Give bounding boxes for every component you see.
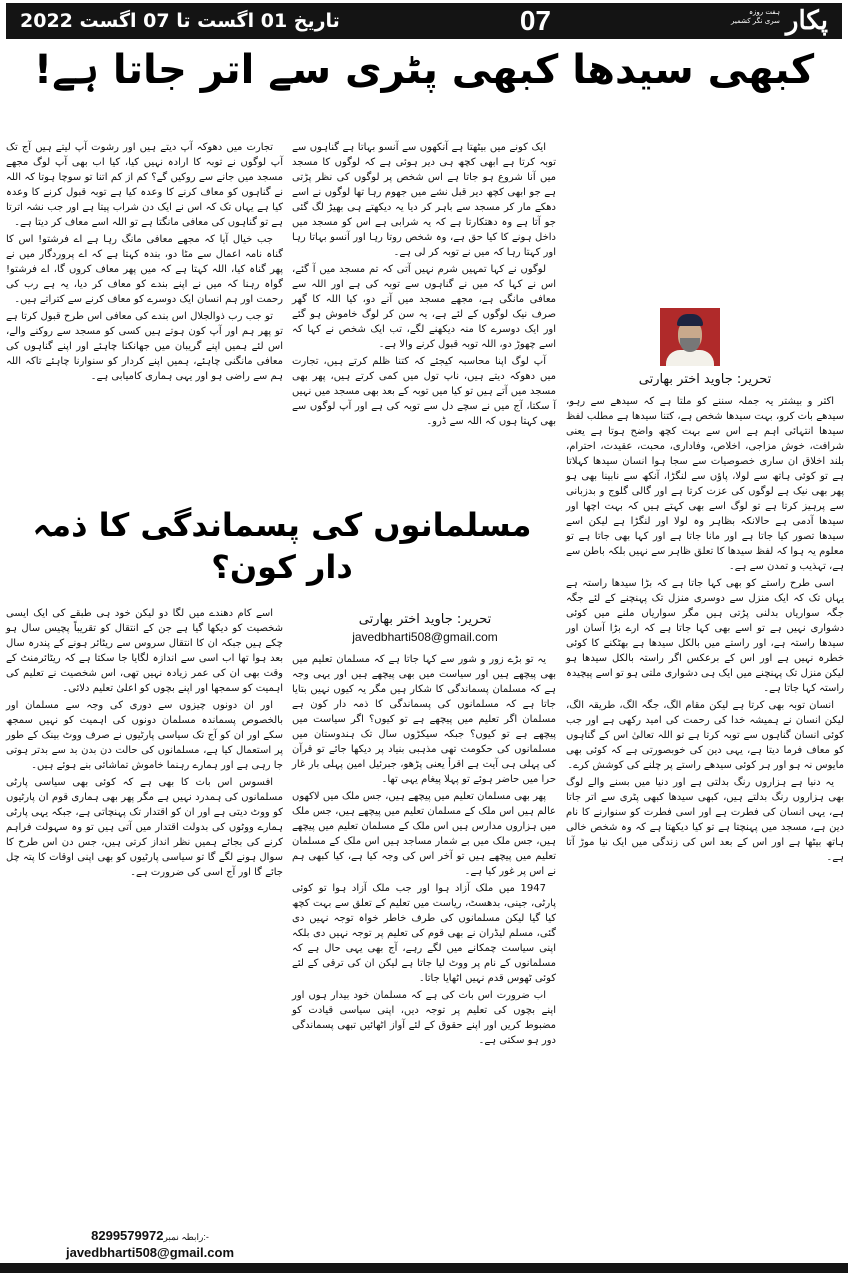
masthead-bar <box>6 3 842 39</box>
article2-byline: تحریر: جاوید اختر بھارتی <box>358 612 492 627</box>
author-photo <box>660 308 720 366</box>
logo-city: سری نگر کشمیر <box>730 17 780 25</box>
logo-name: پکار <box>785 6 828 36</box>
contact-phone-line <box>40 1228 260 1243</box>
paragraph: اسی طرح راستے کو بھی کہا جاتا ہے کہ بڑا سیدھا راستہ ہے یہاں تک کہ ایک منزل سے دوسری منزل تک پہنچنے کے لئے جگہ جگہ سواریاں بدلنی پڑتی ہیں مگر سواریاں ملنے میں کوئی دشواری نہیں ہے تو اسے بھی کہا جاتا ہے کہ ارے بڑا آسان اور سیدھا راستہ ہے، اور راستے میں بالکل سیدھا ہے بھٹکنے کا کوئی خطرہ نہیں ہے اور اس کے برعکس اگر راستہ بالکل سیدھا ہو لیکن منزل تک پہنچنے میں ایک ہی دشواری ملتی ہو تو اسے پیچیدہ راستہ کہا جاتا ہے۔ <box>566 578 844 694</box>
paragraph: آپ لوگ اپنا محاسبہ کیجئے کہ کتنا ظلم کرتے ہیں، تجارت میں دھوکہ دیتے ہیں، ناپ تول میں کمی کرتے ہیں، پھر بھی مسجد میں آتے ہیں تو کیا میں توبہ کے بعد بھی مسجد میں نہیں آ سکتا، آج میں نے سچے دل سے توبہ کی ہے اور آپ لوگوں سے بھی کہتا ہوں کہ اللہ سے ڈرو۔ <box>292 356 556 427</box>
paragraph: ایک کونے میں بیٹھتا ہے آنکھوں سے آنسو بہاتا ہے گناہوں سے توبہ کرتا ہے ابھی کچھ ہی دیر ہوئی ہے کہ لوگوں کا مسجد میں آنا شروع ہو جاتا ہے اس شخص پر لوگوں کی نظر پڑتی ہے جو ابھی کچھ دیر قبل نشے میں جھوم رہا تھا لوگوں نے اسے دھکے مار کر مسجد سے باہر کر دیا یہ دیکھتے ہی بھیڑ لگ گئی جو آتا ہے وہ دھتکارتا ہے کہ یہ شرابی ہے اس کو مسجد میں داخل ہونے کا کیا حق ہے، وہ شخص روتا رہا اور آنسو بہاتا رہا اور کہتا رہا کہ میں نے توبہ کر لی ہے۔ <box>292 142 556 258</box>
paragraph: یہ دنیا ہے ہزاروں رنگ بدلتی ہے اور دنیا میں بسنے والے لوگ بھی ہزاروں رنگ بدلتے ہیں، کبھی سیدھا کبھی پٹری سے اتر جاتا ہے، یہی انسان کی فطرت ہے اور اسی فطرت کو سنوارنے کا نام دین ہے، مسجد میں پہنچتا ہے تو کیا دیکھتا ہے کہ وہ شخص خالی ہاتھ بیٹھا ہے اور اس کے بعد اس کی زندگی میں ایک نیا موڑ آتا ہے۔ <box>566 777 844 863</box>
paragraph: یہ تو بڑے زور و شور سے کہا جاتا ہے کہ مسلمان تعلیم میں بھی پیچھے ہیں اور سیاست میں بھی پیچھے ہیں اور یہی وجہ ہے کہ مسلمان پسماندگی کا شکار ہیں مگر یہ کیوں نہیں بتایا جاتا ہے کہ مسلمانوں کی پسماندگی کا ذمہ دار کون ہے مسلمان اگر تعلیم میں پیچھے ہے تو کیوں؟ اگر سیاست میں پیچھے ہے تو کیوں؟ جبکہ سیکڑوں سال تک ہندوستان میں مسلمانوں کی حکومت تھی مذہبی بنیاد پر دیکھا جائے تو قرآن کی پہلی ہی آیت ہے اقرأ یعنی پڑھو، جبرئیل امین پہلی بار غار حرا میں حاضر ہوئے تو پہلا پیغام یہی تھا۔ <box>292 654 556 785</box>
paragraph: اور ان دونوں چیزوں سے دوری کی وجہ سے مسلمان اور بالخصوص پسماندہ مسلمان دونوں کی اہمیت کو نہیں سمجھ سکے اور ان کو آج تک سیاسی پارٹیوں نے صرف ووٹ بینک کے طور پر استعمال کیا ہے، مسلمانوں کی حالت دن بدن بد سے بدتر ہوتی جا رہی ہے اور ہمارے رہنما خاموش تماشائی بنے ہوئے ہیں۔ <box>6 700 283 771</box>
contact-email: javedbharti508@gmail.com <box>65 1245 235 1260</box>
paragraph: تجارت میں دھوکہ آپ دیتے ہیں اور رشوت آپ لیتے ہیں آج تک آپ لوگوں نے توبہ کا ارادہ نہیں کیا، کیا اب بھی آپ لوگ مجھے مسجد میں جانے سے روکیں گے؟ کم از کم اتنا تو سوچا ہوتا کہ اللہ نے گناہوں کو معاف کرنے کا وعدہ کیا ہے توبہ قبول کرنے کا وعدہ کیا ہے یہاں تک کہ اس نے ایک دن شراب پیتا ہے اور جب نشہ اترتا ہے تو گناہوں کی معافی مانگتا ہے تو اللہ اسے معاف کر دیتا ہے۔ <box>6 142 283 228</box>
paragraph: تو جب رب ذوالجلال اس بندے کی معافی اس طرح قبول کرتا ہے تو پھر ہم اور آپ کون ہوتے ہیں کسی کو مسجد سے روکنے والے، اس لئے ہمیں اپنے گریبان میں جھانکنا چاہئے اور اپنے گناہوں کی معافی مانگنی چاہئے، ہمیں اپنے کردار کو سنوارنا چاہئے تاکہ اللہ ہم سے راضی ہو اور یہی ہماری کامیابی ہے۔ <box>6 311 283 382</box>
paragraph: اب ضرورت اس بات کی ہے کہ مسلمان خود بیدار ہوں اور اپنے بچوں کی تعلیم پر توجہ دیں، اپنی سیاسی قیادت کو مضبوط کریں اور اپنے حقوق کے لئے آواز اٹھائیں تبھی پسماندگی دور ہو سکتی ہے۔ <box>292 990 556 1046</box>
paragraph: اکثر و بیشتر یہ جملہ سننے کو ملتا ہے کہ سیدھے سے رہو، سیدھے بات کرو، بہت سیدھا شخص ہے، کتنا سیدھا ہے مطلب لفظ سیدھا انتہائی اہم ہے اس سے بہت کچھ واضح ہوتا ہے یعنی شرافت، خوش مزاجی، اخلاص، وفاداری، محبت، عقیدت، احترام، بلند اخلاق ان ساری خصوصیات سے سجا ہوا انسان سیدھا کہلاتا ہے تو کوئی ہاتھ سے لولا، پاؤں سے لنگڑا، آنکھ سے نابینا بھی ہو پھر بھی نیک ہے لوگوں کی عزت کرتا ہے اور گالی گلوج و بدزبانی سے پرہیز کرتا ہے تو لوگ اسے بھی کہتے ہیں کہ بہت اچھا اور سیدھا آدمی ہے حالانکہ بظاہر وہ لولا اور لنگڑا ہے لیکن اسے سیدھا تصور کیا جاتا ہے اور مانا جاتا ہے اور کہا بھی جاتا ہے تو معلوم یہ ہوا کہ لفظ سیدھا کا تعلق ظاہر سے نہیں بلکہ باطن سے ہے، تہذیب و تمدن سے ہے۔ <box>566 396 844 572</box>
article2-email: javedbharti508@gmail.com <box>352 630 498 644</box>
article2-headline: مسلمانوں کی پسماندگی کا ذمہ دار کون؟ <box>32 506 532 586</box>
contact-phone: 8299579972 <box>91 1228 164 1243</box>
paragraph: اسے کام دھندے میں لگا دو لیکن خود ہی طبقے کی ایک ایسی شخصیت کو دیکھا گیا ہے جن کے انتقال کو تقریباً پچیس سال ہو چکے ہیں جبکہ ان کا انتقال سروس سے ریٹائر ہونے کے پندرہ سال بعد ہوا تھا اب اسی سے اندازہ لگایا جا سکتا ہے کہ ریٹائرمنٹ کے وقت بھی ان کی عمر زیادہ نہیں تھی، اس شخصیت نے تعلیم کی اہمیت کو سمجھا اور اپنے بچوں کو اعلیٰ تعلیم دلائی۔ <box>6 608 283 694</box>
article1-left-column <box>6 140 283 386</box>
logo-weekly: ہفت روزہ <box>748 8 780 16</box>
paragraph: لوگوں نے کہا تمہیں شرم نہیں آتی کہ تم مسجد میں آ گئے، اس نے کہا کہ میں نے گناہوں سے توبہ کی ہے اور اللہ سے معافی مانگی ہے، مجھے مسجد میں آنے دو، کیا اللہ کا گھر صرف نیک لوگوں کے لئے ہے، یہ سن کر لوگ خاموش ہو گئے اور ایک دوسرے کا منہ دیکھنے لگے، تب ایک شخص نے کہا کہ اسے چھوڑ دو، اللہ توبہ قبول کرنے والا ہے۔ <box>292 264 556 350</box>
article1-middle-column <box>292 140 556 431</box>
newspaper-logo <box>731 4 828 38</box>
article1-right-column <box>566 394 844 867</box>
article2-left-column <box>6 606 283 882</box>
paragraph: 1947 میں ملک آزاد ہوا اور جب ملک آزاد ہوا تو کوئی پارٹی، جینی، بدھسٹ، ریاست میں تعلیم کے تعلق سے بہت کچھ کیا گیا لیکن مسلمانوں کی طرف خاطر خواہ توجہ نہیں دی گئی، مسلم لیڈران نے بھی قوم کی تعلیم پر توجہ نہیں دی بلکہ اپنی سیاست چمکانے میں لگے رہے، آج بھی یہی حال ہے کہ مسلمانوں کے نام پر ووٹ لیا جاتا ہے لیکن ان کی ترقی کے لئے کوئی ٹھوس قدم نہیں اٹھایا جاتا۔ <box>292 883 556 984</box>
paragraph: پھر بھی مسلمان تعلیم میں پیچھے ہیں، جس ملک میں لاکھوں عالم ہیں اس ملک کے مسلمان تعلیم میں پیچھے ہیں، جس ملک میں ہزاروں مدارس ہیں اس ملک کے مسلمان تعلیم میں پیچھے ہیں، جس ملک میں بے شمار مساجد ہیں اس ملک کے مسلمان تعلیم میں پیچھے ہیں تو آخر اس کی وجہ کیا ہے، کیا کبھی ہم نے اس پر غور کیا ہے۔ <box>292 791 556 877</box>
issue-date: تاریخ 01 اگست تا 07 اگست 2022 <box>20 10 340 32</box>
article1-headline: کبھی سیدھا کبھی پٹری سے اتر جاتا ہے! <box>33 47 815 93</box>
contact-label: رابطہ نمبر:- <box>163 1232 209 1242</box>
footer-bar <box>0 1263 848 1273</box>
article2-middle-column <box>292 652 556 1050</box>
page-number: 07 <box>519 5 551 36</box>
article1-byline: تحریر: جاوید اختر بھارتی <box>638 372 772 387</box>
paragraph: افسوس اس بات کا بھی ہے کہ کوئی بھی سیاسی پارٹی مسلمانوں کی ہمدرد نہیں ہے مگر پھر بھی ہماری قوم ان پارٹیوں کو ووٹ دیتی ہے اور ان کو اقتدار تک پہنچاتی ہے، جبکہ یہی پارٹی ہمارے ووٹوں کی بدولت اقتدار میں آتی ہیں تو وہ سہولت فراہم کرنے کی بجائے ہمیں نظر انداز کرتی ہیں، جس دن اس طرح کا سوال ہونے لگے گا تو سیاسی پارٹیوں کو بھی اپنی اوقات کا پتہ چل جائے گا اور آج اسی کی ضرورت ہے۔ <box>6 777 283 878</box>
paragraph: انسان توبہ بھی کرتا ہے لیکن مقام الگ، جگہ الگ، طریقہ الگ، لیکن انسان نے ہمیشہ خدا کی رحمت کی امید رکھی ہے اور جب کوئی انسان گناہوں سے توبہ کرتا ہے تو اللہ تعالیٰ اس کے گناہوں کو معاف فرما دیتا ہے، یہی دین کی خوبصورتی ہے کہ کوئی بھی مایوس نہ ہو اور ہر کوئی سیدھے راستے پر چلنے کی کوشش کرے۔ <box>566 700 844 771</box>
paragraph: جب خیال آیا کہ مجھے معافی مانگ رہا ہے اے فرشتو! اس کا گناہ نامہ اعمال سے مٹا دو، بندہ کہتا ہے کہ اے پروردگار میں نے پھر گناہ کیا، اللہ کہتا ہے کہ میں پھر معاف کروں گا، اے فرشتو! گواہ رہنا کہ میں نے اپنے بندے کو معاف کر دیا، یہ ہے رب کی رحمت اور ہم انسان ایک دوسرے کو معاف کرنے سے کتراتے ہیں۔ <box>6 234 283 305</box>
